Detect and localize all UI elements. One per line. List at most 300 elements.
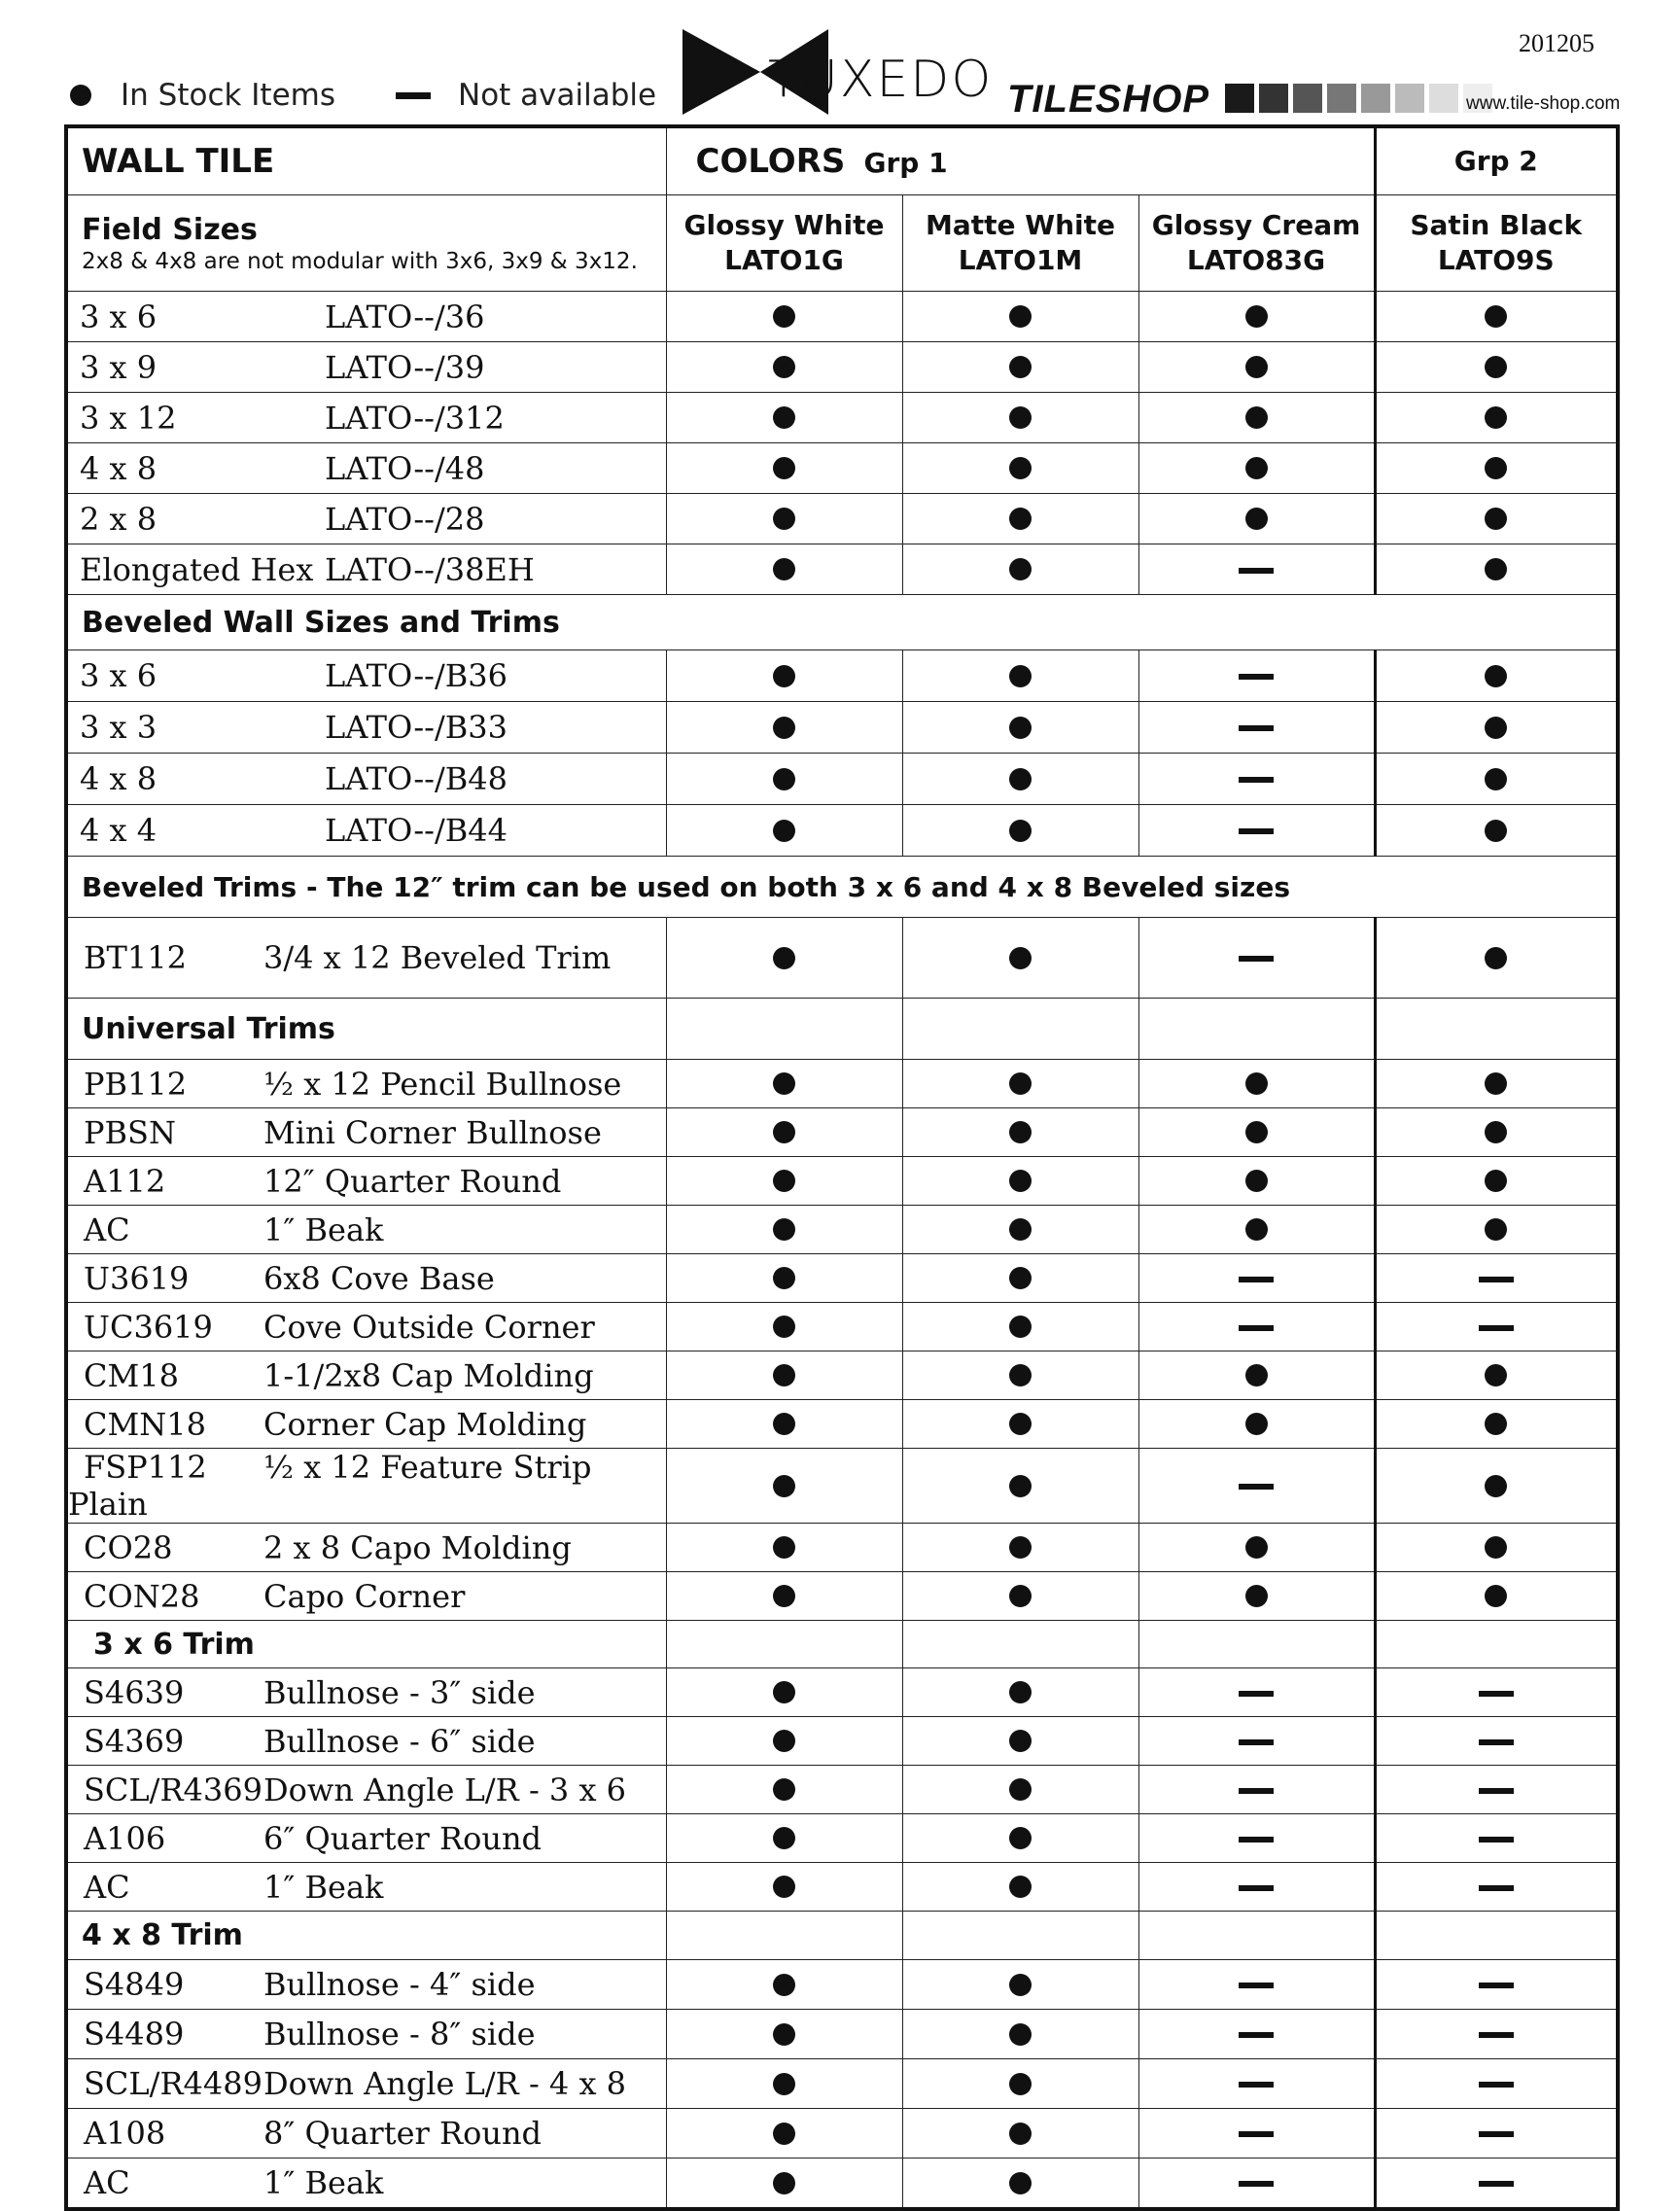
in-stock-cell [1375,443,1618,494]
table-row [66,1960,1618,2010]
not-available-cell [1375,1814,1618,1863]
col-header-matte-white [902,195,1138,292]
availability-table [64,124,1620,2211]
item-description: Bullnose - 8″ side [263,2016,536,2053]
not-available-cell [1138,2158,1375,2210]
in-stock-dot-icon [1245,305,1268,328]
color-code: LATO83G [1186,244,1326,276]
not-available-dash-icon [1479,2131,1514,2137]
in-stock-dot-icon [1009,820,1032,842]
in-stock-cell [666,494,902,544]
colors-group1-heading [666,126,1375,195]
item-description: Capo Corner [263,1577,466,1615]
in-stock-cell [666,1524,902,1572]
in-stock-dot-icon [773,1827,795,1849]
in-stock-dot-icon [773,1536,795,1559]
color-swatch [1429,84,1458,113]
in-stock-cell [1138,1108,1375,1157]
table-row [66,1254,1618,1303]
item-label-cell [66,2059,666,2109]
in-stock-cell [902,1863,1138,1912]
not-available-dash-icon [1239,1484,1274,1490]
table-row [66,2158,1618,2210]
in-stock-cell [1375,1108,1618,1157]
item-label-cell [66,918,666,999]
in-stock-dot-icon [1009,1876,1032,1898]
not-available-cell [1138,918,1375,999]
field-sizes-label: Field Sizes [82,212,258,247]
not-available-dash-icon [1239,1983,1274,1988]
color-swatch [1259,84,1288,113]
in-stock-cell [666,1303,902,1351]
tile-size: 4 x 8 [80,449,158,487]
in-stock-dot-icon [773,508,795,530]
in-stock-dot-icon [1485,1536,1507,1559]
in-stock-cell [1375,544,1618,595]
not-available-dash-icon [1239,725,1274,731]
in-stock-cell [1138,292,1375,342]
header-row-top [66,126,1618,195]
in-stock-cell [666,1814,902,1863]
in-stock-cell [666,702,902,754]
item-label-cell [66,1960,666,2010]
color-name: Glossy White [683,209,885,241]
empty-cell [1138,1912,1375,1960]
in-stock-dot-icon [773,1681,795,1703]
item-code: PB112 [84,1065,188,1103]
color-swatch [1225,84,1254,113]
not-available-cell [1375,2109,1618,2158]
in-stock-dot-icon [773,2123,795,2145]
empty-cell [1375,999,1618,1060]
in-stock-cell [1138,1400,1375,1449]
in-stock-dot-icon [1485,508,1507,530]
in-stock-dot-icon [773,1974,795,1996]
item-label-cell [66,1157,666,1206]
item-code: UC3619 [84,1308,213,1346]
table-row [66,2010,1618,2059]
in-stock-dot-icon [1485,1121,1507,1143]
wall-tile-heading: WALL TILE [66,126,666,195]
in-stock-cell [902,1060,1138,1108]
in-stock-cell [902,1814,1138,1863]
not-available-cell [1138,1668,1375,1717]
not-available-cell [1138,544,1375,595]
in-stock-dot-icon [1009,1413,1032,1435]
in-stock-dot-icon [773,1413,795,1435]
in-stock-cell [902,494,1138,544]
tile-size: 3 x 6 [80,657,158,694]
item-description: Bullnose - 4″ side [263,1966,536,2003]
item-code: SCL/R4489 [84,2065,262,2102]
in-stock-dot-icon [1485,717,1507,739]
item-label-cell [66,1108,666,1157]
in-stock-dot-icon [773,1585,795,1607]
not-available-dash-icon [1479,1277,1514,1282]
in-stock-cell [1375,754,1618,805]
in-stock-dot-icon [1009,1267,1032,1289]
in-stock-dot-icon [1485,665,1507,687]
in-stock-cell [1138,494,1375,544]
item-label-cell [66,1400,666,1449]
table-row [66,1400,1618,1449]
not-available-cell [1138,1863,1375,1912]
color-name: Satin Black [1410,209,1583,241]
legend-not-available: Not available [458,78,657,113]
in-stock-dot-icon [1485,356,1507,378]
color-name: Matte White [925,209,1116,241]
color-swatch [1327,84,1356,113]
not-available-cell [1375,2059,1618,2109]
trim-3x6-heading: 3 x 6 Trim [66,1621,666,1668]
item-description: Corner Cap Molding [263,1405,587,1443]
in-stock-dot-icon [1009,508,1032,530]
table-row [66,1157,1618,1206]
in-stock-dot-icon [1009,1170,1032,1192]
table-row [66,544,1618,595]
in-stock-cell [1375,650,1618,702]
in-stock-cell [902,1960,1138,2010]
item-label-cell [66,292,666,342]
in-stock-cell [902,1717,1138,1766]
in-stock-dot-icon [773,2172,795,2194]
not-available-cell [1138,2010,1375,2059]
in-stock-dot-icon [1009,1778,1032,1801]
in-stock-cell [666,292,902,342]
in-stock-cell [666,342,902,393]
item-code: LATO--/B44 [325,812,508,849]
in-stock-dot-icon [773,1730,795,1752]
in-stock-dot-icon [1009,1121,1032,1143]
in-stock-cell [666,1960,902,2010]
item-code: S4639 [84,1673,185,1711]
not-available-dash-icon [1239,828,1274,834]
not-available-cell [1375,1303,1618,1351]
not-available-cell [1375,1960,1618,2010]
in-stock-cell [666,1449,902,1524]
in-stock-cell [666,1206,902,1254]
tile-size: 3 x 3 [80,709,158,746]
legend [70,78,656,113]
item-code: CMN18 [84,1405,206,1443]
legend-in-stock: In Stock Items [121,78,336,113]
not-available-cell [1138,702,1375,754]
item-code: LATO--/28 [325,500,485,538]
in-stock-cell [902,1351,1138,1400]
in-stock-cell [666,2010,902,2059]
not-available-cell [1138,754,1375,805]
table-row [66,2059,1618,2109]
color-swatch [1361,84,1390,113]
table-row [66,1108,1618,1157]
in-stock-cell [666,1157,902,1206]
not-available-cell [1138,1303,1375,1351]
in-stock-cell [1375,1206,1618,1254]
color-code: LATO1G [724,244,844,276]
in-stock-dot-icon [1009,406,1032,429]
item-description: Down Angle L/R - 4 x 8 [263,2065,627,2102]
color-swatch [1293,84,1322,113]
item-label-cell [66,393,666,443]
in-stock-cell [902,1449,1138,1524]
in-stock-cell [902,393,1138,443]
in-stock-dot-icon [1009,1072,1032,1095]
universal-trims-heading-row [66,999,1618,1060]
in-stock-dot-icon [773,2023,795,2046]
in-stock-cell [902,342,1138,393]
tile-size: Elongated Hex [80,550,314,588]
not-available-cell [1138,1766,1375,1814]
item-label-cell [66,1863,666,1912]
item-description: ½ x 12 Feature Strip Plain [68,1449,592,1523]
item-label-cell [66,544,666,595]
tile-size: 4 x 4 [80,812,158,849]
in-stock-dot-icon [70,85,91,106]
in-stock-cell [1375,1060,1618,1108]
item-label-cell [66,1717,666,1766]
trim-4x8-heading: 4 x 8 Trim [66,1912,666,1960]
empty-cell [902,999,1138,1060]
item-code: LATO--/48 [325,449,485,487]
tuxedo-brand: TUXEDO [768,51,994,109]
in-stock-dot-icon [1009,947,1032,969]
in-stock-cell [666,1668,902,1717]
in-stock-cell [666,1863,902,1912]
in-stock-dot-icon [1009,2123,1032,2145]
item-code: LATO--/312 [325,399,505,437]
beveled-trims-note-row [66,857,1618,918]
in-stock-cell [666,393,902,443]
beveled-section-heading-row [66,595,1618,650]
website-link[interactable]: www.tile-shop.com [1466,93,1621,114]
item-label-cell [66,754,666,805]
in-stock-dot-icon [1245,1072,1268,1095]
in-stock-dot-icon [1009,2023,1032,2046]
in-stock-cell [1138,443,1375,494]
in-stock-dot-icon [1009,2073,1032,2095]
in-stock-dot-icon [1009,2172,1032,2194]
col-header-glossy-cream [1138,195,1375,292]
item-code: S4369 [84,1722,185,1760]
in-stock-dot-icon [1485,1072,1507,1095]
in-stock-cell [666,1717,902,1766]
not-available-cell [1375,1717,1618,1766]
in-stock-cell [902,443,1138,494]
table-row [66,1206,1618,1254]
in-stock-dot-icon [1009,768,1032,790]
in-stock-cell [1375,1351,1618,1400]
item-label-cell [66,1449,666,1524]
in-stock-dot-icon [773,1218,795,1241]
empty-cell [666,1912,902,1960]
item-code: LATO--/B48 [325,760,508,797]
not-available-dash-icon [1239,1325,1274,1331]
item-code: AC [84,1211,130,1248]
tile-size: 2 x 8 [80,500,158,538]
not-available-dash-icon [1239,2082,1274,2088]
empty-cell [1138,999,1375,1060]
in-stock-cell [902,1108,1138,1157]
not-available-dash-icon [1239,2131,1274,2137]
table-row [66,443,1618,494]
item-description: Down Angle L/R - 3 x 6 [263,1771,627,1808]
table-row [66,1524,1618,1572]
in-stock-dot-icon [1009,457,1032,479]
item-code: CO28 [84,1528,173,1566]
in-stock-cell [902,1400,1138,1449]
color-swatch-strip [1225,84,1492,113]
in-stock-dot-icon [773,947,795,969]
color-code: LATO9S [1437,244,1555,276]
in-stock-dot-icon [1009,1475,1032,1497]
in-stock-dot-icon [773,1072,795,1095]
table-row [66,342,1618,393]
item-label-cell [66,2010,666,2059]
in-stock-cell [666,1108,902,1157]
table-row [66,650,1618,702]
in-stock-dot-icon [1485,305,1507,328]
in-stock-cell [902,702,1138,754]
in-stock-cell [1138,1060,1375,1108]
item-code: AC [84,2164,130,2201]
not-available-cell [1138,1254,1375,1303]
not-available-cell [1375,1254,1618,1303]
not-available-dash-icon [1479,1788,1514,1794]
item-label-cell [66,2109,666,2158]
not-available-cell [1375,1863,1618,1912]
in-stock-cell [1375,805,1618,857]
in-stock-cell [902,1206,1138,1254]
in-stock-cell [902,292,1138,342]
not-available-cell [1375,2010,1618,2059]
in-stock-dot-icon [773,1364,795,1386]
col-header-satin-black [1375,195,1618,292]
in-stock-cell [666,1572,902,1621]
field-sizes-note: 2x8 & 4x8 are not modular with 3x6, 3x9 & 3x12. [82,248,638,274]
in-stock-dot-icon [773,1778,795,1801]
universal-trims-heading: Universal Trims [66,999,666,1060]
in-stock-dot-icon [1009,1218,1032,1241]
in-stock-cell [1375,1524,1618,1572]
in-stock-dot-icon [773,768,795,790]
table-row [66,393,1618,443]
beveled-trims-note: Beveled Trims - The 12″ trim can be used on both 3 x 6 and 4 x 8 Beveled sizes [66,857,1618,918]
in-stock-dot-icon [773,457,795,479]
item-description: Mini Corner Bullnose [263,1113,602,1151]
item-description: Bullnose - 6″ side [263,1722,536,1760]
item-label-cell [66,1303,666,1351]
not-available-dash-icon [1239,2181,1274,2187]
item-description: Cove Outside Corner [263,1308,595,1346]
table-row [66,494,1618,544]
in-stock-dot-icon [1245,1585,1268,1607]
in-stock-dot-icon [773,1475,795,1497]
item-description: 1″ Beak [263,1211,384,1248]
in-stock-dot-icon [773,305,795,328]
item-label-cell [66,2158,666,2210]
table-row [66,918,1618,999]
item-label-cell [66,1254,666,1303]
in-stock-dot-icon [1009,1827,1032,1849]
in-stock-dot-icon [1485,457,1507,479]
item-code: PBSN [84,1113,176,1151]
in-stock-cell [902,1668,1138,1717]
not-available-dash-icon [1239,956,1274,962]
not-available-cell [1138,1960,1375,2010]
table-row [66,2109,1618,2158]
item-code: U3619 [84,1259,190,1297]
item-description: 6″ Quarter Round [263,1819,542,1857]
in-stock-cell [902,754,1138,805]
in-stock-dot-icon [1245,1218,1268,1241]
item-code: A108 [84,2115,166,2152]
table-row [66,1060,1618,1108]
in-stock-cell [666,918,902,999]
not-available-dash-icon [1479,2181,1514,2187]
in-stock-cell [666,2059,902,2109]
in-stock-cell [666,805,902,857]
in-stock-dot-icon [1485,1170,1507,1192]
in-stock-cell [666,2158,902,2210]
not-available-dash-icon [1239,1691,1274,1697]
empty-cell [1138,1621,1375,1668]
in-stock-cell [666,1351,902,1400]
not-available-dash-icon [1239,1739,1274,1745]
in-stock-dot-icon [1009,1974,1032,1996]
item-label-cell [66,702,666,754]
in-stock-dot-icon [1009,1536,1032,1559]
in-stock-dot-icon [773,665,795,687]
field-sizes-heading [66,195,666,292]
in-stock-cell [1138,1524,1375,1572]
table-row [66,1717,1618,1766]
in-stock-cell [902,805,1138,857]
in-stock-dot-icon [1485,1475,1507,1497]
in-stock-dot-icon [773,717,795,739]
in-stock-dot-icon [1485,947,1507,969]
not-available-cell [1138,2059,1375,2109]
in-stock-dot-icon [1009,1730,1032,1752]
item-label-cell [66,443,666,494]
in-stock-cell [666,754,902,805]
not-available-dash-icon [1239,674,1274,680]
in-stock-cell [666,650,902,702]
item-label-cell [66,1351,666,1400]
document-code: 201205 [1519,29,1594,57]
in-stock-cell [902,2010,1138,2059]
table-row [66,805,1618,857]
item-description: 12″ Quarter Round [263,1162,562,1200]
in-stock-cell [1138,342,1375,393]
in-stock-cell [1375,918,1618,999]
empty-cell [666,999,902,1060]
item-description: 1-1/2x8 Cap Molding [263,1356,594,1394]
in-stock-dot-icon [1009,356,1032,378]
empty-cell [1375,1912,1618,1960]
in-stock-cell [666,1254,902,1303]
in-stock-cell [902,1157,1138,1206]
in-stock-cell [1138,393,1375,443]
tile-size: 3 x 9 [80,348,158,386]
in-stock-dot-icon [773,356,795,378]
item-description: 2 x 8 Capo Molding [263,1528,572,1566]
in-stock-cell [902,1766,1138,1814]
in-stock-dot-icon [773,2073,795,2095]
group2-label: Grp 2 [1375,126,1618,195]
in-stock-dot-icon [773,406,795,429]
item-description: Bullnose - 3″ side [263,1673,536,1711]
item-label-cell [66,1572,666,1621]
